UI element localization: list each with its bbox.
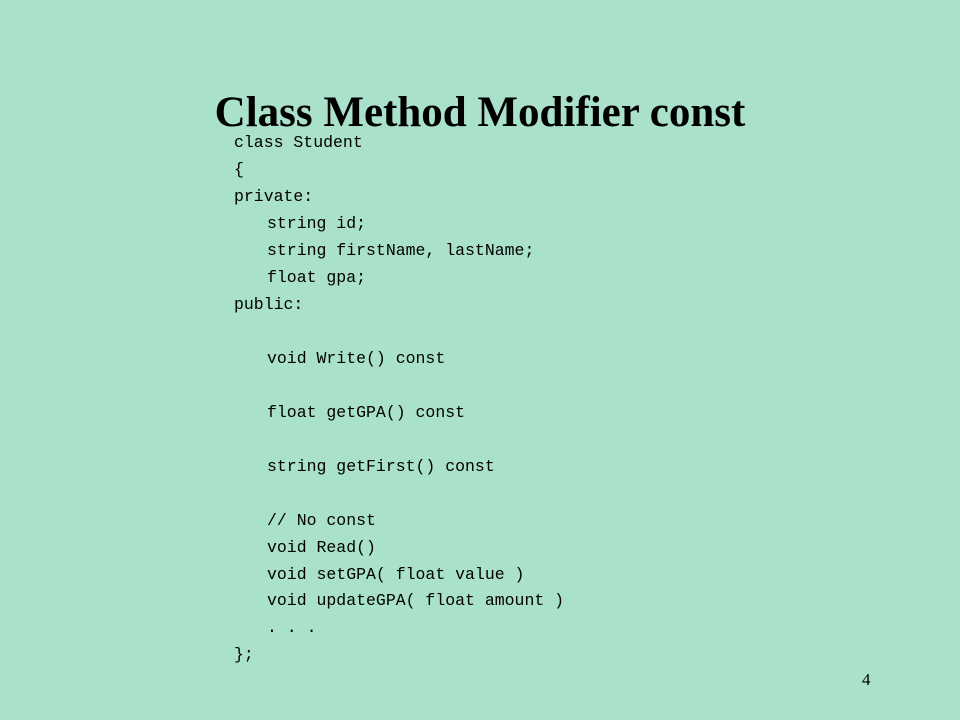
code-line-open-brace: { [234, 160, 244, 179]
code-line-close-brace: }; [234, 645, 254, 664]
code-line-private-label: private: [234, 187, 314, 206]
code-line-gpa-field: float gpa; [267, 268, 367, 287]
code-line-write-method: void Write() const [267, 349, 446, 368]
code-line-comment: // No const [267, 511, 376, 530]
code-line-id-field: string id; [267, 214, 367, 233]
code-line-getfirst-method: string getFirst() const [267, 457, 495, 476]
code-line-setgpa-method: void setGPA( float value ) [267, 565, 525, 584]
code-line-updategpa-method: void updateGPA( float amount ) [267, 591, 565, 610]
code-line-ellipsis: . . . [267, 618, 317, 637]
code-line-public-label: public: [234, 295, 304, 314]
slide-number: 4 [862, 670, 871, 689]
code-line-name-fields: string firstName, lastName; [267, 241, 535, 260]
slide-title: Class Method Modifier const [214, 88, 746, 136]
code-line-getgpa-method: float getGPA() const [267, 403, 466, 422]
code-line-class-declaration: class Student [234, 133, 363, 152]
code-line-read-method: void Read() [267, 538, 376, 557]
